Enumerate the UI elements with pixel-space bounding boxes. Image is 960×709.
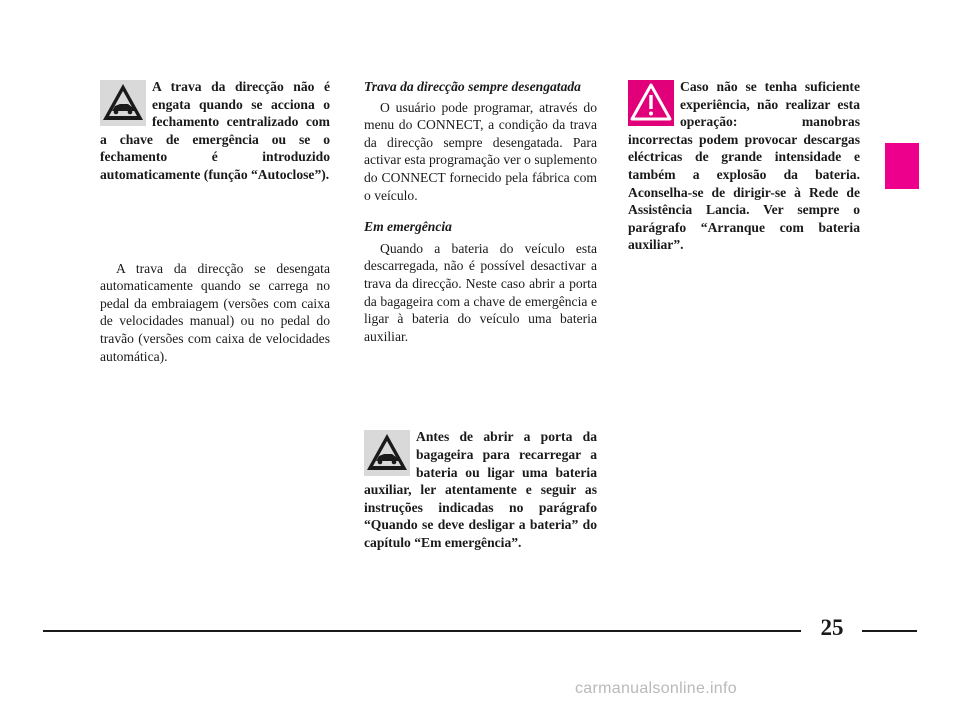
- car-warning-icon: [364, 430, 410, 476]
- steering-lock-paragraph: A trava da direcção se desengata automaticamente quando se carrega no pedal da embraiagem (versões com caixa de velocidades manual) ou no pedal do travão (versões com caixa de velocidades automática).: [100, 260, 330, 364]
- section-body-steering: O usuário pode programar, através do menu do CONNECT, a condição da trava da direcção sempre desengatada. Para activar esta programação ver o suplemento do CONNECT fornecido pela fábrica com o veículo.: [364, 99, 597, 203]
- battery-warning-block: [364, 428, 597, 551]
- section-tab: [885, 143, 919, 189]
- watermark: carmanualsonline.info: [575, 680, 737, 697]
- section-heading-steering: Trava da direcção sempre desengatada: [364, 79, 581, 94]
- middle-column: [364, 78, 597, 551]
- section-heading-emergency: Em emergência: [364, 219, 452, 235]
- footer-rule-left: [43, 630, 801, 632]
- danger-warning-icon: [628, 80, 674, 126]
- right-column: [628, 78, 860, 254]
- danger-warning-text: Caso não se tenha suficiente experiência, não realizar esta operação: manobras incorrectas podem provocar descargas eléctricas de grande intensidade e também a explosão da bateria. Aconselha-se de dirigir-se à Rede de Assistência Lancia. Ver sempre o parágrafo “Arranque com bateria auxiliar”.: [628, 79, 860, 253]
- section-body-emergency: Quando a bateria do veículo esta descarregada, não é possível desactivar a trava da direcção. Neste caso abrir a porta da bagageira com a chave de emergência e ligar à bateria do veículo uma bateria auxiliar.: [364, 240, 597, 344]
- steering-lock-warning: A trava da direcção não é engata quando se acciona o fechamento centralizado com a chave de emergência ou se o fechamento é introduzido automaticamente (função “Autoclose”).: [100, 79, 330, 182]
- battery-warning-text: Antes de abrir a porta da bagageira para recarregar a bateria ou ligar uma bateria auxiliar, ler atentamente e seguir as instruções indicadas no parágrafo “Quando se deve desligar a bateria” do capítulo “Em emergência”.: [364, 429, 597, 550]
- footer-rule-right: [862, 630, 917, 632]
- car-warning-icon: [100, 80, 146, 126]
- left-column: [100, 78, 330, 365]
- page-number: 25: [820, 615, 844, 640]
